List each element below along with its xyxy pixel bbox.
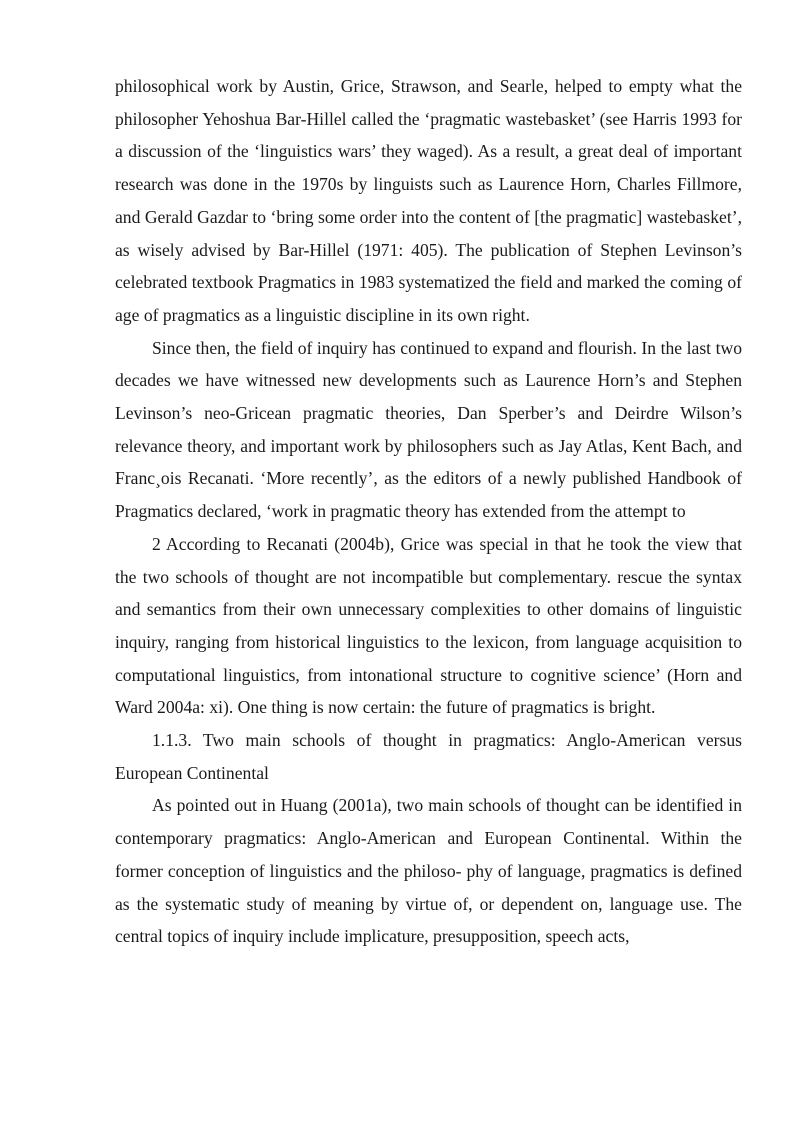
body-text [115,70,742,953]
paragraph-recent-developments: Since then, the field of inquiry has continued to expand and flourish. In the last two decades we have witnessed new developments such as Laurence Horn’s and Stephen Levinson’s neo-Gricean pragmatic theories, Dan Sperber’s and Deirdre Wilson’s relevance theory, and important work by philosophers such as Jay Atlas, Kent Bach, and Franc¸ois Recanati. ‘More recently’, as the editors of a newly published Handbook of Pragmatics declared, ‘work in pragmatic theory has extended from the attempt to [115,337,742,522]
section-heading-1-1-3: 1.1.3. Two main schools of thought in pragmatics: Anglo-American versus European Continental [115,730,742,783]
paragraph-two-schools: As pointed out in Huang (2001a), two main schools of thought can be identified in contemporary pragmatics: Anglo-American and European Continental. Within the former conception of linguistics and the philoso- phy of language, pragmatics is defined as the systematic study of meaning by virtue of, or dependent on, language use. The central topics of inquiry include implicature, presupposition, speech acts, [115,795,742,947]
paragraph-footnote-and-continuation: 2 According to Recanati (2004b), Grice was special in that he took the view that the two schools of thought are not incompatible but complementary. rescue the syntax and semantics from their own unnecessary complexities to other domains of linguistic inquiry, ranging from historical linguistics to the lexicon, from language acquisition to computational linguistics, from intonational structure to cognitive science’ (Horn and Ward 2004a: xi). One thing is now certain: the future of pragmatics is bright. [115,533,742,718]
paragraph-history-continuation: philosophical work by Austin, Grice, Strawson, and Searle, helped to empty what the philosopher Yehoshua Bar-Hillel called the ‘pragmatic wastebasket’ (see Harris 1993 for a discussion of the ‘linguistics wars’ they waged). As a result, a great deal of important research was done in the 1970s by linguists such as Laurence Horn, Charles Fillmore, and Gerald Gazdar to ‘bring some order into the content of [the pragmatic] wastebasket’, as wisely advised by Bar-Hillel (1971: 405). The publication of Stephen Levinson’s celebrated textbook Pragmatics in 1983 systematized the field and marked the coming of age of pragmatics as a linguistic discipline in its own right. [115,76,742,325]
